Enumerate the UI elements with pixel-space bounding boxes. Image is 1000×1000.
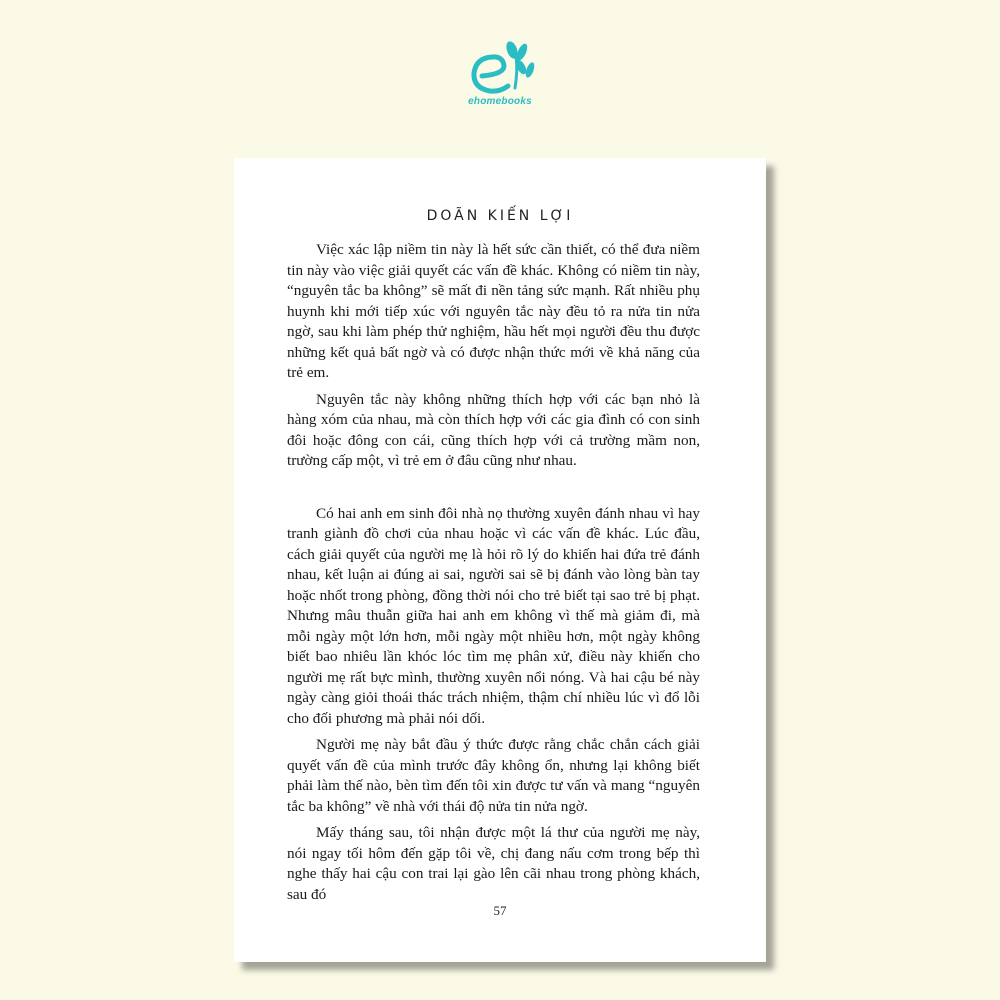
- running-head: DOÃN KIẾN LỢI: [426, 208, 574, 224]
- book-page: [234, 158, 766, 962]
- ehomebooks-logo: [460, 40, 540, 112]
- paragraph: Có hai anh em sinh đôi nhà nọ thường xuyên đánh nhau vì hay tranh giành đồ chơi của nhau hoặc vì các vấn đề khác. Lúc đầu, cách giải quyết của người mẹ là hỏi rõ lý do khiến hai đứa trẻ đánh nhau, kết luận ai đúng ai sai, người sai sẽ bị đánh vào lòng bàn tay hoặc nhốt trong phòng, đồng thời nói cho trẻ biết tại sao trẻ bị phạt. Nhưng mâu thuẫn giữa hai anh em không vì thế mà giảm đi, mà mỗi ngày một lớn hơn, mỗi ngày một nhiều hơn, một ngày không biết bao nhiêu lần khóc lóc tìm mẹ phân xử, điều này khiến cho người mẹ rất bực mình, thường xuyên nổi nóng. Và hai cậu bé này ngày càng giỏi thoái thác trách nhiệm, thậm chí nhiều lúc vì đổ lỗi cho đối phương mà phải nói dối.: [287, 504, 700, 727]
- paragraph: Nguyên tắc này không những thích hợp với các bạn nhỏ là hàng xóm của nhau, mà còn thích hợp với các gia đình có con sinh đôi hoặc đông con cái, cũng thích hợp với cả trường mầm non, trường cấp một, vì trẻ em ở đâu cũng như nhau.: [287, 390, 700, 469]
- paragraph: Người mẹ này bắt đầu ý thức được rằng chắc chắn cách giải quyết vấn đề của mình trước đây không ổn, nhưng lại không biết phải làm thế nào, bèn tìm đến tôi xin được tư vấn và mang “nguyên tắc ba không” về nhà với thái độ nửa tin nửa ngờ.: [287, 736, 700, 815]
- dragonfly-e-logo-icon: [460, 40, 540, 98]
- page-number: 57: [493, 903, 507, 918]
- paragraph: Việc xác lập niềm tin này là hết sức cần thiết, có thể đưa niềm tin này vào việc giải quyết các vấn đề khác. Không có niềm tin này, “nguyên tắc ba không” sẽ mất đi nền tảng sức mạnh. Rất nhiều phụ huynh khi mới tiếp xúc với nguyên tắc này đều tỏ ra nửa tin nửa ngờ, sau khi làm phép thử nghiệm, hầu hết mọi người đều thu được những kết quả bất ngờ và có được nhận thức mới về khả năng của trẻ em.: [287, 241, 700, 381]
- paragraph: Mấy tháng sau, tôi nhận được một lá thư của người mẹ này, nói ngay tối hôm đến gặp tôi về, chị đang nấu cơm trong bếp thì nghe thấy hai cậu con trai lại gào lên cãi nhau trong phòng khách, sau đó: [287, 824, 700, 903]
- brand-name: ehomebooks: [468, 96, 532, 107]
- body-text: [287, 240, 700, 911]
